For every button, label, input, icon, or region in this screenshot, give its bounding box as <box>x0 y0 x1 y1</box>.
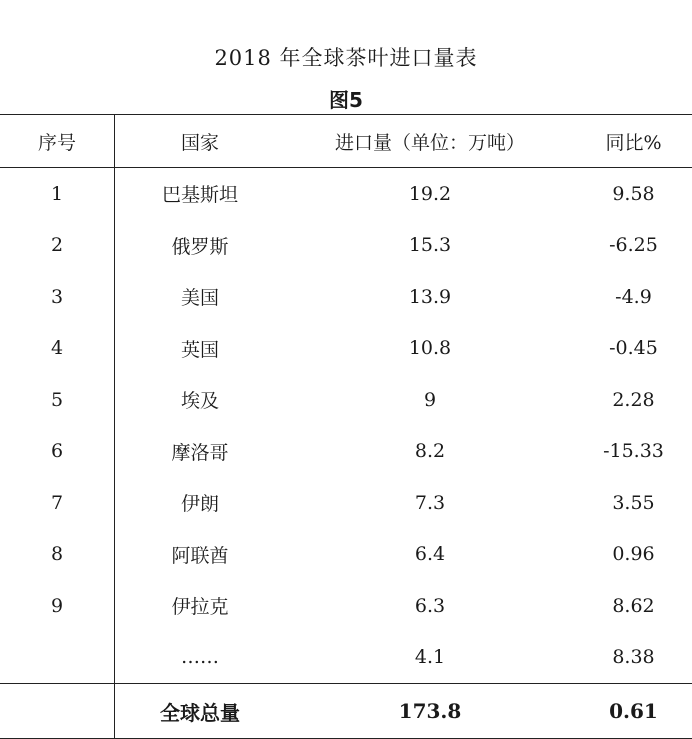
table-title: 2018 年全球茶叶进口量表 <box>214 46 478 70</box>
table-row <box>0 580 692 632</box>
cell-country: 阿联酋 <box>171 544 229 567</box>
cell-no: 1 <box>0 168 115 220</box>
cell-yoy: 8.62 <box>612 594 655 617</box>
cell-volume: 8.2 <box>414 440 446 463</box>
header-volume: 进口量（单位：万吨） <box>334 131 525 154</box>
table-row <box>0 426 692 478</box>
cell-volume: 6.3 <box>414 594 446 617</box>
cell-country: 美国 <box>180 287 219 310</box>
table-row <box>0 632 692 684</box>
import-table <box>0 114 692 739</box>
cell-no: 9 <box>0 580 115 632</box>
cell-country: …… <box>181 646 219 669</box>
header-yoy: 同比% <box>605 131 662 154</box>
table-row <box>0 477 692 529</box>
cell-yoy: 0.96 <box>612 543 655 566</box>
cell-volume: 4.1 <box>414 646 446 669</box>
cell-volume: 19.2 <box>408 182 452 205</box>
table-header-row <box>0 115 692 168</box>
cell-yoy: -0.45 <box>609 337 658 360</box>
table-row <box>0 220 692 272</box>
table-row <box>0 529 692 581</box>
cell-country: 伊拉克 <box>171 596 229 619</box>
cell-yoy: 8.38 <box>612 646 655 669</box>
cell-volume: 15.3 <box>408 234 452 257</box>
cell-yoy: 2.28 <box>612 388 655 411</box>
cell-yoy: -6.25 <box>609 234 658 257</box>
total-yoy: 0.61 <box>609 699 658 723</box>
cell-no: 7 <box>0 477 115 529</box>
table-row <box>0 168 692 220</box>
cell-volume: 9 <box>423 388 437 411</box>
total-row <box>0 683 692 738</box>
cell-country: 摩洛哥 <box>171 441 229 464</box>
cell-no: 6 <box>0 426 115 478</box>
cell-yoy: -15.33 <box>603 440 664 463</box>
cell-volume: 7.3 <box>414 491 446 514</box>
cell-country: 伊朗 <box>180 493 219 516</box>
cell-no: 8 <box>0 529 115 581</box>
cell-volume: 6.4 <box>414 543 446 566</box>
header-country: 国家 <box>180 131 219 154</box>
total-volume: 173.8 <box>398 699 462 723</box>
total-no <box>0 684 115 738</box>
cell-no: 4 <box>0 323 115 375</box>
cell-yoy: -4.9 <box>615 285 652 308</box>
cell-no: 5 <box>0 374 115 426</box>
table-row <box>0 374 692 426</box>
cell-volume: 10.8 <box>408 337 452 360</box>
cell-country: 埃及 <box>180 390 219 413</box>
table-row <box>0 323 692 375</box>
cell-country: 俄罗斯 <box>171 235 229 258</box>
cell-country: 巴基斯坦 <box>161 184 238 207</box>
table-row <box>0 271 692 323</box>
cell-no: 2 <box>0 220 115 272</box>
cell-yoy: 3.55 <box>612 491 655 514</box>
cell-country: 英国 <box>180 338 219 361</box>
cell-no <box>0 632 115 684</box>
cell-volume: 13.9 <box>408 285 452 308</box>
figure-label: 图5 <box>329 88 363 112</box>
total-label: 全球总量 <box>160 700 240 725</box>
cell-no: 3 <box>0 271 115 323</box>
cell-yoy: 9.58 <box>612 182 655 205</box>
header-no: 序号 <box>0 115 115 167</box>
